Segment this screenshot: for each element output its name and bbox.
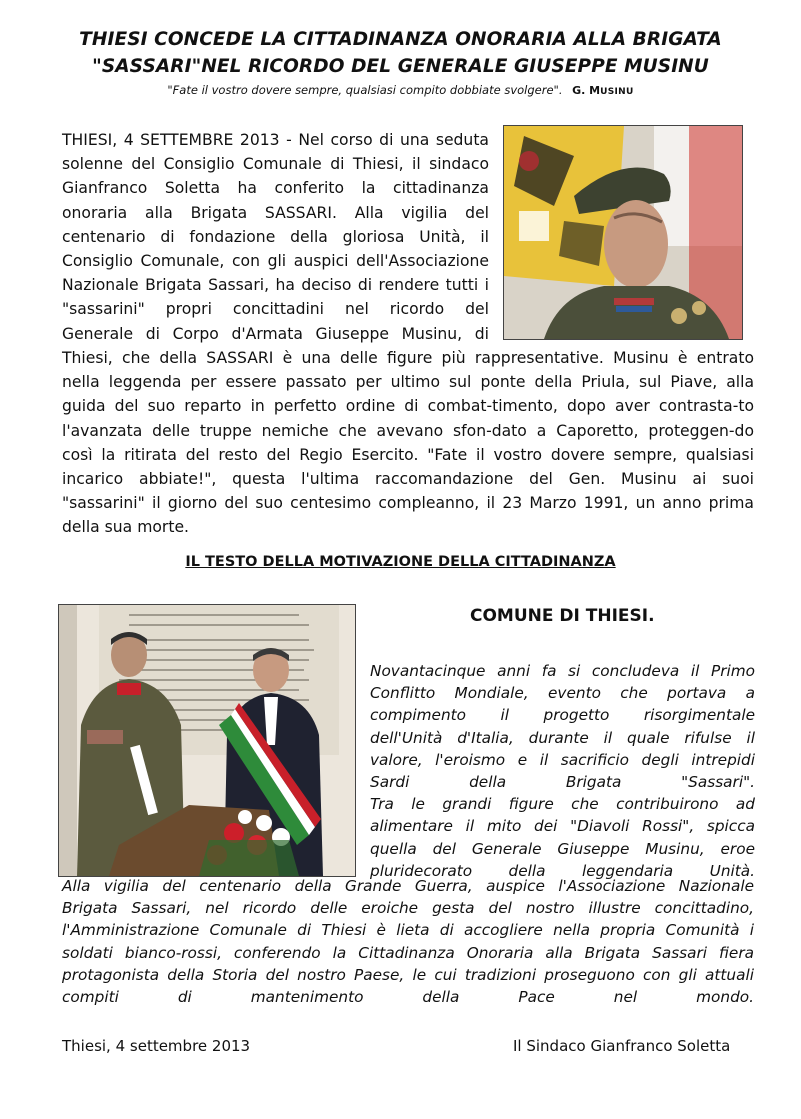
article-line: guida del suo reparto in perfetto ordine di combat-timento, dopo aver contrasta-to [62, 397, 754, 416]
quote-author: G. MUSINU [572, 84, 634, 97]
motivation-line: soldati bianco-rossi, conferendo la Cittadinanza Onoraria alla Brigata Sassari fiera [62, 943, 754, 962]
motivation-line: l'Amministrazione Comunale di Thiesi è lieta di accogliere nella propria Comunità i [62, 921, 754, 940]
motivation-line: compiti di mantenimento della Pace nel mondo. [62, 987, 754, 1006]
motivation-line: pluridecorato della leggendaria Unità. [370, 861, 755, 880]
article-line: incarico abbiate!", questa l'ultima raccomandazione del Gen. Musinu ai suoi [62, 469, 754, 488]
article-line: così la ritirata del resto del Regio Esercito. "Fate il vostro dovere sempre, qualsiasi [62, 445, 754, 464]
title-line-2: "SASSARI"NEL RICORDO DEL GENERALE GIUSEPPE MUSINU [92, 56, 709, 77]
motivation-heading: IL TESTO DELLA MOTIVAZIONE DELLA CITTADINANZA [185, 554, 616, 570]
motivation-line: Brigata Sassari, nel ricordo delle eroiche gesta del nostro illustre concittadino, [62, 899, 754, 918]
motivation-line: compimento il progetto risorgimentale [370, 706, 755, 725]
motivation-line: protagonista della Storia del nostro Paese, le cui tradizioni proseguono con gli attuali [62, 965, 754, 984]
motivation-line: dell'Unità d'Italia, durante il quale rifulse il [370, 728, 755, 747]
motivation-line: Alla vigilia del centenario della Grande Guerra, auspice l'Associazione Nazionale [62, 877, 754, 895]
article-line: "sassarini" il giorno del suo centesimo compleanno, il 23 Marzo 1991, un anno prima [62, 494, 754, 513]
article-line: onoraria alla Brigata SASSARI. Alla vigilia del [62, 203, 489, 222]
article-line: solenne del Consiglio Comunale di Thiesi, il sindaco [62, 155, 489, 174]
title-line-1: THIESI CONCEDE LA CITTADINANZA ONORARIA ALLA BRIGATA [79, 29, 722, 50]
motivation-line: Sardi della Brigata "Sassari". [370, 772, 755, 791]
article-line: l'avanzata delle truppe nemiche che avevano sfon-dato a Caporetto, proteggen-do [62, 421, 754, 440]
mayor-signature: Il Sindaco Gianfranco Soletta [513, 1037, 731, 1055]
article-paragraph-top [62, 128, 489, 346]
ceremony-photo [58, 604, 356, 877]
motivation-line: alimentare il mito dei "Diavoli Rossi", spicca [370, 817, 755, 836]
motivation-line: Tra le grandi figure che contribuirono ad [370, 795, 755, 814]
document-title [0, 26, 801, 80]
motivation-line: valore, l'eroismo e il sacrificio degli intrepidi [370, 750, 755, 769]
motivation-line: quella del Generale Giuseppe Musinu, eroe [370, 839, 755, 858]
article-line: Gianfranco Soletta ha conferito la cittadinanza [62, 179, 489, 198]
signature-date: Thiesi, 4 settembre 2013 [62, 1037, 251, 1055]
article-line: nella leggenda per essere passato per ultimo sul ponte della Priula, sul Piave, alla [62, 373, 754, 392]
epigraph-quote [0, 82, 801, 100]
article-line: Consiglio Comunale, con gli auspici dell'Associazione [62, 251, 489, 270]
general-musinu-photo [503, 125, 743, 340]
comune-heading: COMUNE DI THIESI. [470, 606, 655, 626]
article-line: "sassarini" propri concittadini nel ricordo del [62, 300, 489, 319]
motivation-paragraph-top [370, 660, 755, 882]
article-line: della sua morte. [62, 518, 189, 537]
quote-text: "Fate il vostro dovere sempre, qualsiasi compito dobbiate svolgere". [167, 83, 563, 97]
article-line: THIESI, 4 SETTEMBRE 2013 - Nel corso di una seduta [62, 131, 489, 149]
article-paragraph-bottom [62, 346, 754, 540]
article-line: Nazionale Brigata Sassari, ha deciso di rendere tutti i [62, 276, 489, 295]
motivation-paragraph-bottom [62, 875, 754, 1008]
motivation-line: Novantacinque anni fa si concludeva il Primo [370, 662, 755, 680]
article-line: Thiesi, che della SASSARI è una delle figure più rappresentative. Musinu è entrato [62, 349, 754, 367]
article-line: Generale di Corpo d'Armata Giuseppe Musinu, di [62, 324, 489, 343]
motivation-line: Conflitto Mondiale, evento che portava a [370, 684, 755, 703]
article-line: centenario di fondazione della gloriosa Unità, il [62, 227, 489, 246]
